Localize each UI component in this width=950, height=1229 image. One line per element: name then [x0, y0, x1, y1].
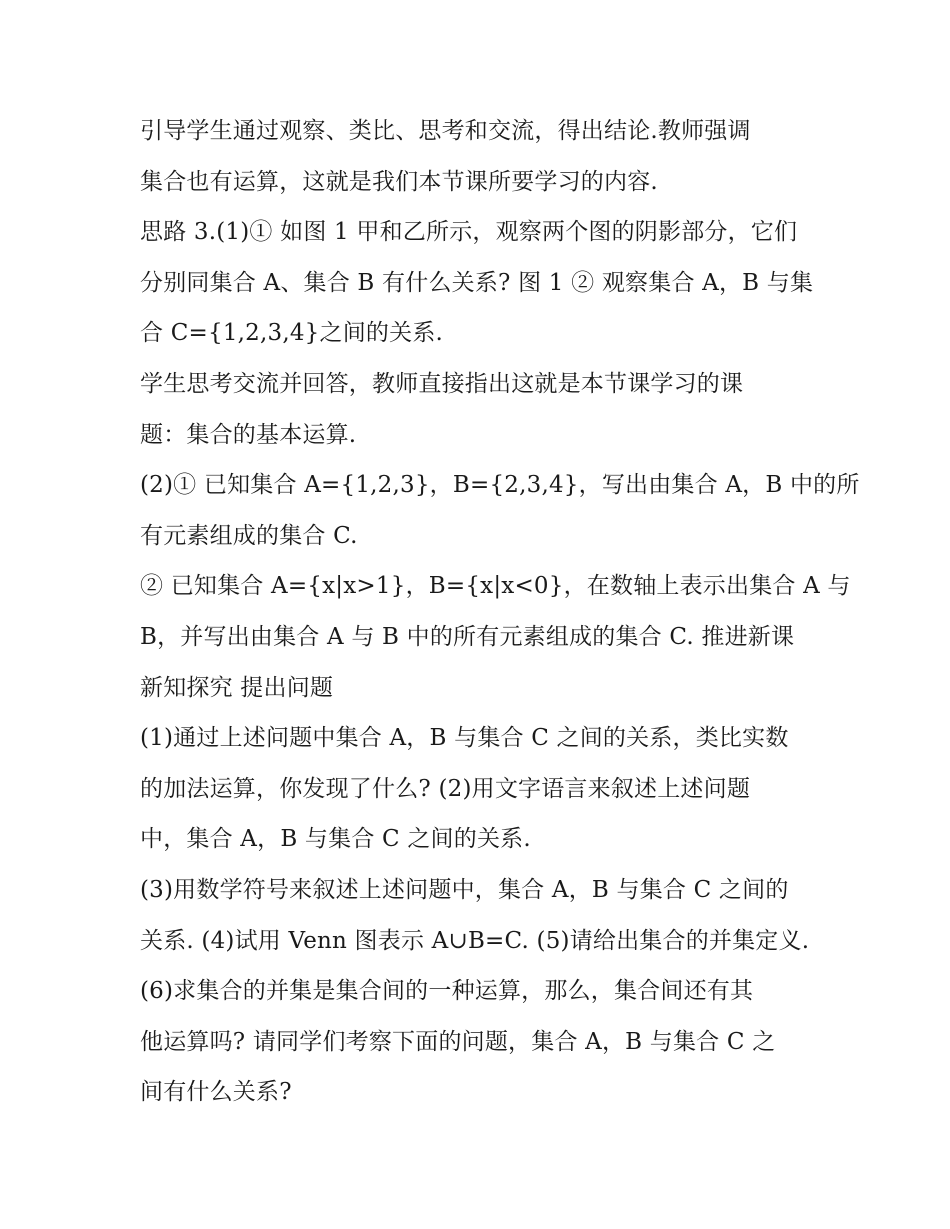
text-line: 有元素组成的集合 C.: [140, 522, 358, 549]
text-line: 分别同集合 A、集合 B 有什么关系? 图 1 ② 观察集合 A，B 与集: [140, 269, 814, 296]
text-line: (6)求集合的并集是集合间的一种运算，那么，集合间还有其: [140, 978, 754, 1005]
text-line: 新知探究 提出问题: [140, 674, 334, 701]
text-line: 中，集合 A，B 与集合 C 之间的关系.: [140, 826, 531, 853]
text-line: 他运算吗? 请同学们考察下面的问题，集合 A，B 与集合 C 之: [140, 1028, 776, 1055]
text-line: ② 已知集合 A={x|x>1}，B={x|x<0}，在数轴上表示出集合 A 与: [140, 573, 851, 600]
text-line: 合 C={1,2,3,4}之间的关系.: [140, 320, 444, 347]
text-line: 题：集合的基本运算.: [140, 421, 357, 448]
text-line: 引导学生通过观察、类比、思考和交流，得出结论.教师强调: [140, 118, 751, 144]
text-line: 的加法运算，你发现了什么? (2)用文字语言来叙述上述问题: [140, 775, 751, 802]
text-line: (2)① 已知集合 A={1,2,3}，B={2,3,4}，写出由集合 A，B 中的所: [140, 472, 860, 499]
text-line: 思路 3.(1)① 如图 1 甲和乙所示，观察两个图的阴影部分，它们: [140, 219, 798, 246]
text-line: (3)用数学符号来叙述上述问题中，集合 A，B 与集合 C 之间的: [140, 876, 789, 903]
text-line: (1)通过上述问题中集合 A，B 与集合 C 之间的关系，类比实数: [140, 725, 789, 752]
text-line: 集合也有运算，这就是我们本节课所要学习的内容.: [140, 168, 658, 195]
text-line: B，并写出由集合 A 与 B 中的所有元素组成的集合 C. 推进新课: [140, 623, 795, 650]
text-line: 关系. (4)试用 Venn 图表示 A∪B=C. (5)请给出集合的并集定义.: [140, 927, 810, 954]
text-line: 学生思考交流并回答，教师直接指出这就是本节课学习的课: [140, 370, 744, 397]
document-body: [140, 106, 860, 1118]
text-line: 间有什么关系?: [140, 1079, 292, 1106]
